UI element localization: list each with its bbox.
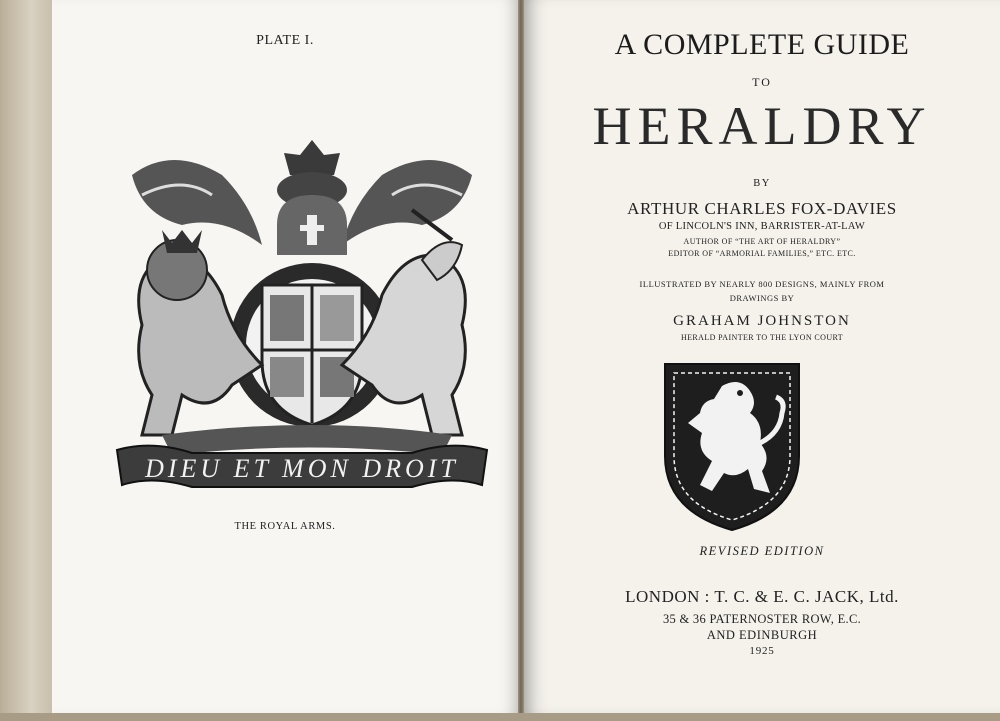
publisher-city: AND EDINBURGH — [706, 628, 818, 642]
shield-rampant-lion-icon — [662, 361, 802, 533]
edition-label: REVISED EDITION — [699, 544, 825, 558]
author-credential-3: EDITOR OF “ARMORIAL FAMILIES,” ETC. ETC. — [668, 249, 856, 258]
by-label: BY — [753, 178, 771, 189]
plate-label: PLATE I. — [256, 33, 314, 48]
book-title: HERALDRY — [592, 96, 932, 156]
author-credential-2: AUTHOR OF “THE ART OF HERALDRY” — [683, 237, 841, 246]
publisher: LONDON : T. C. & E. C. JACK, Ltd. — [625, 587, 899, 606]
right-page — [524, 0, 1000, 713]
publication-year: 1925 — [749, 645, 775, 657]
illustrated-line-2: DRAWINGS BY — [729, 293, 795, 303]
plate-caption: THE ROYAL ARMS. — [234, 521, 336, 532]
title-line-2: TO — [752, 75, 772, 89]
illustrator-title: HERALD PAINTER TO THE LYON COURT — [680, 333, 844, 342]
publisher-address: 35 & 36 PATERNOSTER ROW, E.C. — [662, 612, 862, 626]
royal-arms-icon — [112, 135, 492, 510]
illustrator-name: GRAHAM JOHNSTON — [673, 313, 851, 329]
author-credential-1: OF LINCOLN'S INN, BARRISTER-AT-LAW — [658, 221, 866, 232]
left-page — [52, 0, 518, 713]
motto-text: DIEU ET MON DROIT — [145, 454, 459, 483]
author-name: ARTHUR CHARLES FOX-DAVIES — [627, 199, 897, 218]
illustrated-line-1: ILLUSTRATED BY NEARLY 800 DESIGNS, MAINLY FROM — [639, 279, 885, 289]
page-bottom-edge — [0, 713, 1000, 721]
page-edges — [0, 0, 52, 721]
title-line-1: A COMPLETE GUIDE — [614, 28, 910, 61]
